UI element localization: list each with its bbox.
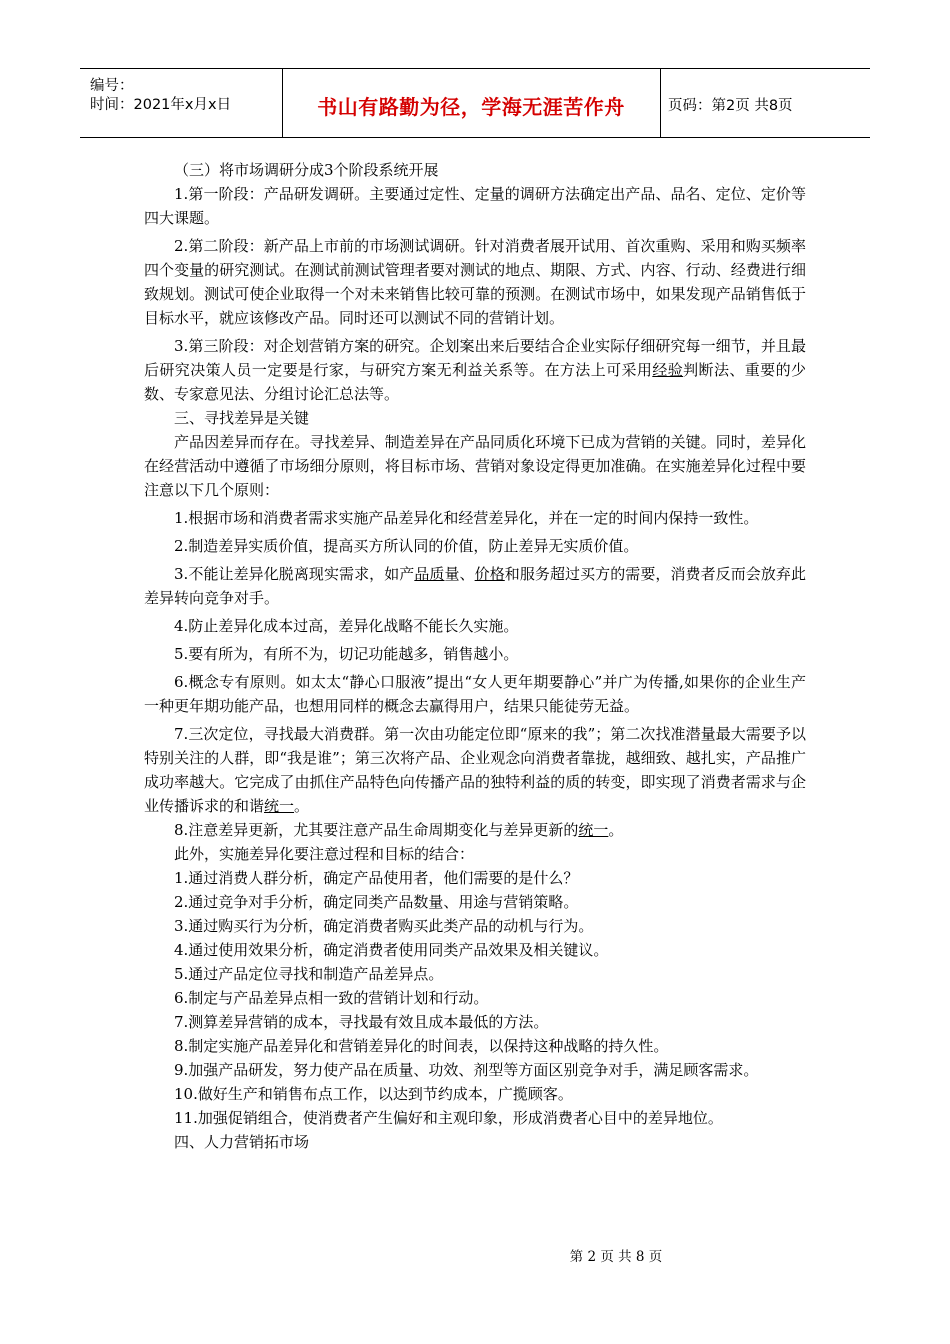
text-run: 7.三次定位，寻找最大消费群。第一次由功能定位即“原来的我”；第二次找准潜量最大需要予以特别关注的人群，即“我是谁”；第三次将产品、企业观念向消费者靠拢，越细致、越扎实，产品推广成功率越大。它完成了由抓住产品特色向传播产品的独特利益的质的转变，即实现了消费者需求与企业传播诉求的和谐	[144, 725, 806, 815]
paragraph: 2.第二阶段：新产品上市前的市场测试调研。针对消费者展开试用、首次重购、采用和购买频率四个变量的研究测试。在测试前测试管理者要对测试的地点、期限、方式、内容、行动、经费进行细致规划。测试可使企业取得一个对未来销售比较可靠的预测。在测试市场中，如果发现产品销售低于目标水平，就应该修改产品。同时还可以测试不同的营销计划。	[144, 237, 806, 327]
header-motto-cell	[282, 69, 661, 137]
list-item: 9.加强产品研发，努力使产品在质量、功效、剂型等方面区别竞争对手，满足顾客需求。	[174, 1061, 759, 1079]
text-run: 判断法、重要的少数、专家意见法、分组讨论汇总法等。	[144, 361, 806, 403]
paragraph: 产品因差异而存在。寻找差异、制造差异在产品同质化环境下已成为营销的关键。同时，差异化在经营活动中遵循了市场细分原则，将目标市场、营销对象设定得更加准确。在实施差异化过程中要注意以下几个原则：	[144, 433, 806, 499]
paragraph	[144, 818, 806, 842]
text-run: 3.第三阶段：对企划营销方案的研究。企划案出来后要结合企业实际仔细研究每一细节，并且最后研究决策人员一定要是行家，与研究方案无利益关系等。在方法上可采用	[144, 337, 806, 379]
list-item: 8.制定实施产品差异化和营销差异化的时间表，以保持这种战略的持久性。	[174, 1037, 669, 1055]
list-item: 2.通过竞争对手分析，确定同类产品数量、用途与营销策略。	[174, 893, 579, 911]
text-run: 量、	[444, 565, 475, 583]
list-item: 4.通过使用效果分析，确定消费者使用同类产品效果及相关键议。	[174, 941, 609, 959]
header-page-cell	[660, 69, 870, 137]
document-number-label: 编号：	[90, 78, 134, 94]
paragraph	[144, 562, 806, 610]
list-item: 10.做好生产和销售布点工作，以达到节约成本，广揽顾客。	[174, 1085, 573, 1103]
document-body	[144, 158, 806, 1154]
list-item: 3.通过购买行为分析，确定消费者购买此类产品的动机与行为。	[174, 917, 594, 935]
underlined-term: 品质	[414, 565, 445, 583]
list-item: 6.制定与产品差异点相一致的营销计划和行动。	[174, 989, 489, 1007]
list-item: 1.通过消费人群分析，确定产品使用者，他们需要的是什么？	[174, 869, 579, 887]
section-heading: （三）将市场调研分成3个阶段系统开展	[174, 161, 439, 179]
underlined-term: 经验	[652, 361, 684, 379]
text-run: 3.不能让差异化脱离现实需求，如产	[174, 565, 415, 583]
underlined-term: 价格	[474, 565, 505, 583]
section-heading: 四、人力营销拓市场	[174, 1133, 310, 1151]
list-item: 11.加强促销组合，使消费者产生偏好和主观印象，形成消费者心目中的差异地位。	[174, 1109, 723, 1127]
paragraph	[144, 334, 806, 406]
list-item: 5.通过产品定位寻找和制造产品差异点。	[174, 965, 444, 983]
header-meta-cell	[80, 69, 283, 137]
section-heading: 三、寻找差异是关键	[174, 409, 310, 427]
paragraph: 1.根据市场和消费者需求实施产品差异化和经营差异化，并在一定的时间内保持一致性。	[174, 509, 759, 527]
paragraph: 1.第一阶段：产品研发调研。主要通过定性、定量的调研方法确定出产品、品名、定位、定价等四大课题。	[144, 185, 806, 227]
text-run: 。	[608, 821, 624, 839]
text-run: 。	[294, 797, 310, 815]
document-date: 时间：2021年x月x日	[90, 97, 232, 113]
page-footer: 第 2 页 共 8 页	[569, 1249, 663, 1265]
list-item: 7.测算差异营销的成本，寻找最有效且成本最低的方法。	[174, 1013, 549, 1031]
paragraph: 2.制造差异实质价值，提高买方所认同的价值，防止差异无实质价值。	[174, 537, 639, 555]
document-header	[80, 68, 870, 138]
paragraph	[144, 722, 806, 818]
paragraph: 5.要有所为，有所不为，切记功能越多，销售越小。	[174, 645, 519, 663]
header-page-info: 页码：第2页 共8页	[668, 98, 793, 114]
paragraph: 6.概念专有原则。如太太“静心口服液”提出“女人更年期要静心”并广为传播,如果你的企业生产一种更年期功能产品，也想用同样的概念去赢得用户，结果只能徒劳无益。	[144, 673, 806, 715]
paragraph: 此外，实施差异化要注意过程和目标的结合：	[174, 845, 475, 863]
header-motto: 书山有路勤为径，学海无涯苦作舟	[317, 95, 625, 119]
text-run: 8.注意差异更新，尤其要注意产品生命周期变化与差异更新的	[174, 821, 579, 839]
paragraph: 4.防止差异化成本过高，差异化战略不能长久实施。	[174, 617, 519, 635]
underlined-term: 统一	[264, 797, 295, 815]
text-run: 和服务超过买方的需要，消费者反而会放弃此差异转向竞争对手。	[144, 565, 806, 607]
underlined-term: 统一	[578, 821, 609, 839]
